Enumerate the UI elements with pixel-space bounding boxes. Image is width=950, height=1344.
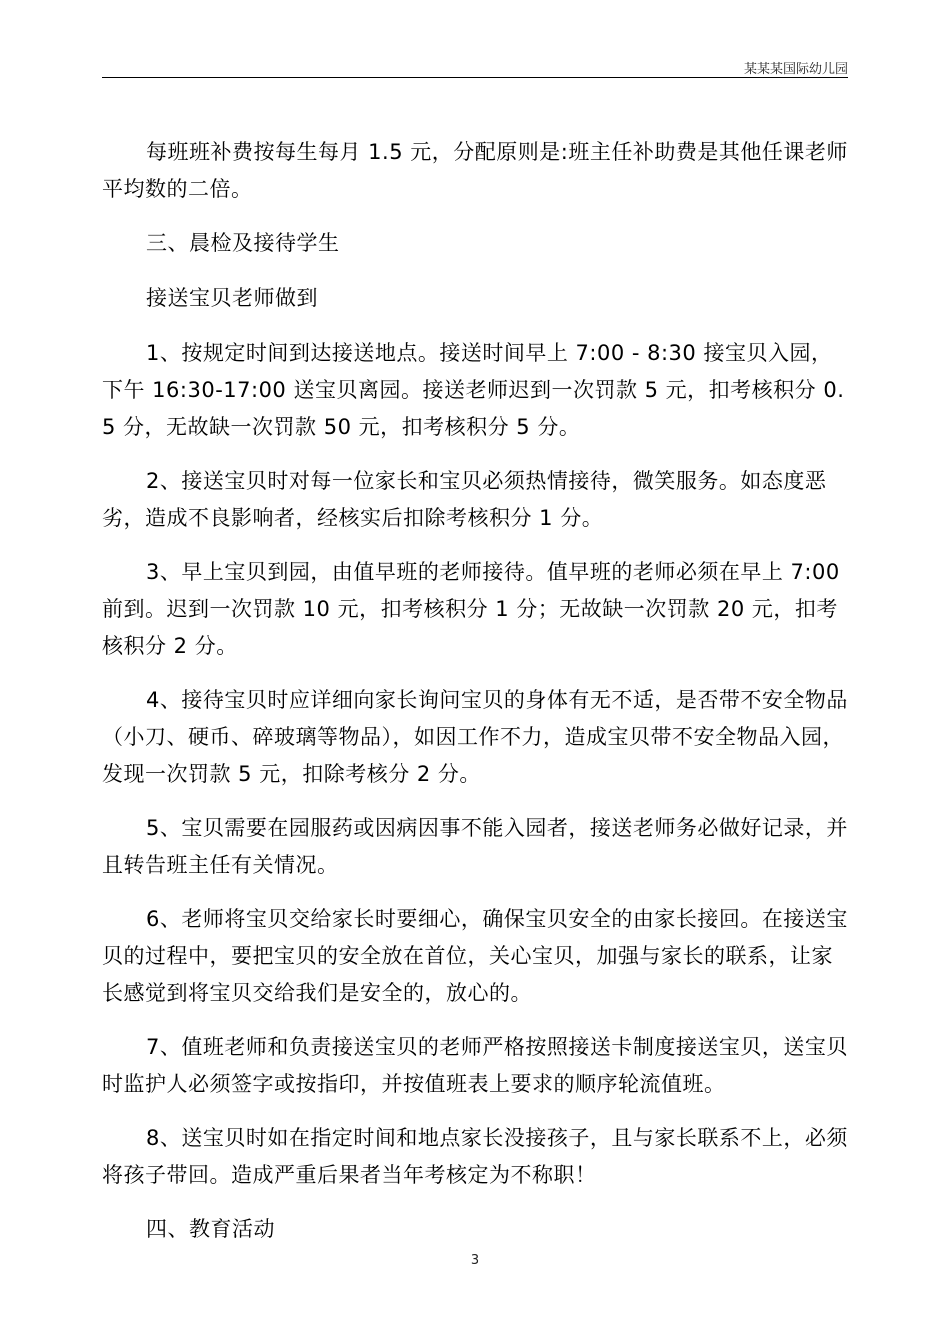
section-heading-morning-check: 三、晨检及接待学生: [146, 231, 340, 255]
paragraph-subsidy: 每班班补费按每生每月 1.5 元，分配原则是:班主任补助费是其他任课老师平均数的二倍。: [102, 140, 848, 201]
subheading-teacher-duties: 接送宝贝老师做到: [146, 286, 318, 310]
paragraph-item-8: 8、送宝贝时如在指定时间和地点家长没接孩子，且与家长联系不上，必须将孩子带回。造成严重后果者当年考核定为不称职！: [102, 1126, 848, 1187]
header-divider: [102, 77, 848, 78]
header-org-name: 某某某国际幼儿园: [743, 62, 848, 77]
paragraph-item-1: 1、按规定时间到达接送地点。接送时间早上 7:00 - 8:30 接宝贝入园，下午 16:30-17:00 送宝贝离园。接送老师迟到一次罚款 5 元，扣考核积分 0.5 分，无故缺一次罚款 50 元，扣考核积分 5 分。: [102, 341, 845, 439]
document-body: [102, 134, 848, 1266]
paragraph-item-3: 3、早上宝贝到园，由值早班的老师接待。值早班的老师必须在早上 7:00 前到。迟到一次罚款 10 元，扣考核积分 1 分；无故缺一次罚款 20 元，扣考核积分 2 分。: [102, 560, 840, 658]
paragraph-item-6: 6、老师将宝贝交给家长时要细心，确保宝贝安全的由家长接回。在接送宝贝的过程中，要把宝贝的安全放在首位，关心宝贝，加强与家长的联系，让家长感觉到将宝贝交给我们是安全的，放心的。: [102, 907, 848, 1005]
page-number: 3: [470, 1253, 480, 1268]
paragraph-item-4: 4、接待宝贝时应详细向家长询问宝贝的身体有无不适，是否带不安全物品（小刀、硬币、碎玻璃等物品），如因工作不力，造成宝贝带不安全物品入园，发现一次罚款 5 元，扣除考核分 2 分。: [102, 688, 848, 786]
paragraph-item-2: 2、接送宝贝时对每一位家长和宝贝必须热情接待，微笑服务。如态度恶劣，造成不良影响者，经核实后扣除考核积分 1 分。: [102, 469, 827, 530]
paragraph-item-7: 7、值班老师和负责接送宝贝的老师严格按照接送卡制度接送宝贝，送宝贝时监护人必须签字或按指印，并按值班表上要求的顺序轮流值班。: [102, 1035, 848, 1096]
section-heading-education: 四、教育活动: [146, 1217, 275, 1241]
paragraph-item-5: 5、宝贝需要在园服药或因病因事不能入园者，接送老师务必做好记录，并且转告班主任有关情况。: [102, 816, 848, 877]
